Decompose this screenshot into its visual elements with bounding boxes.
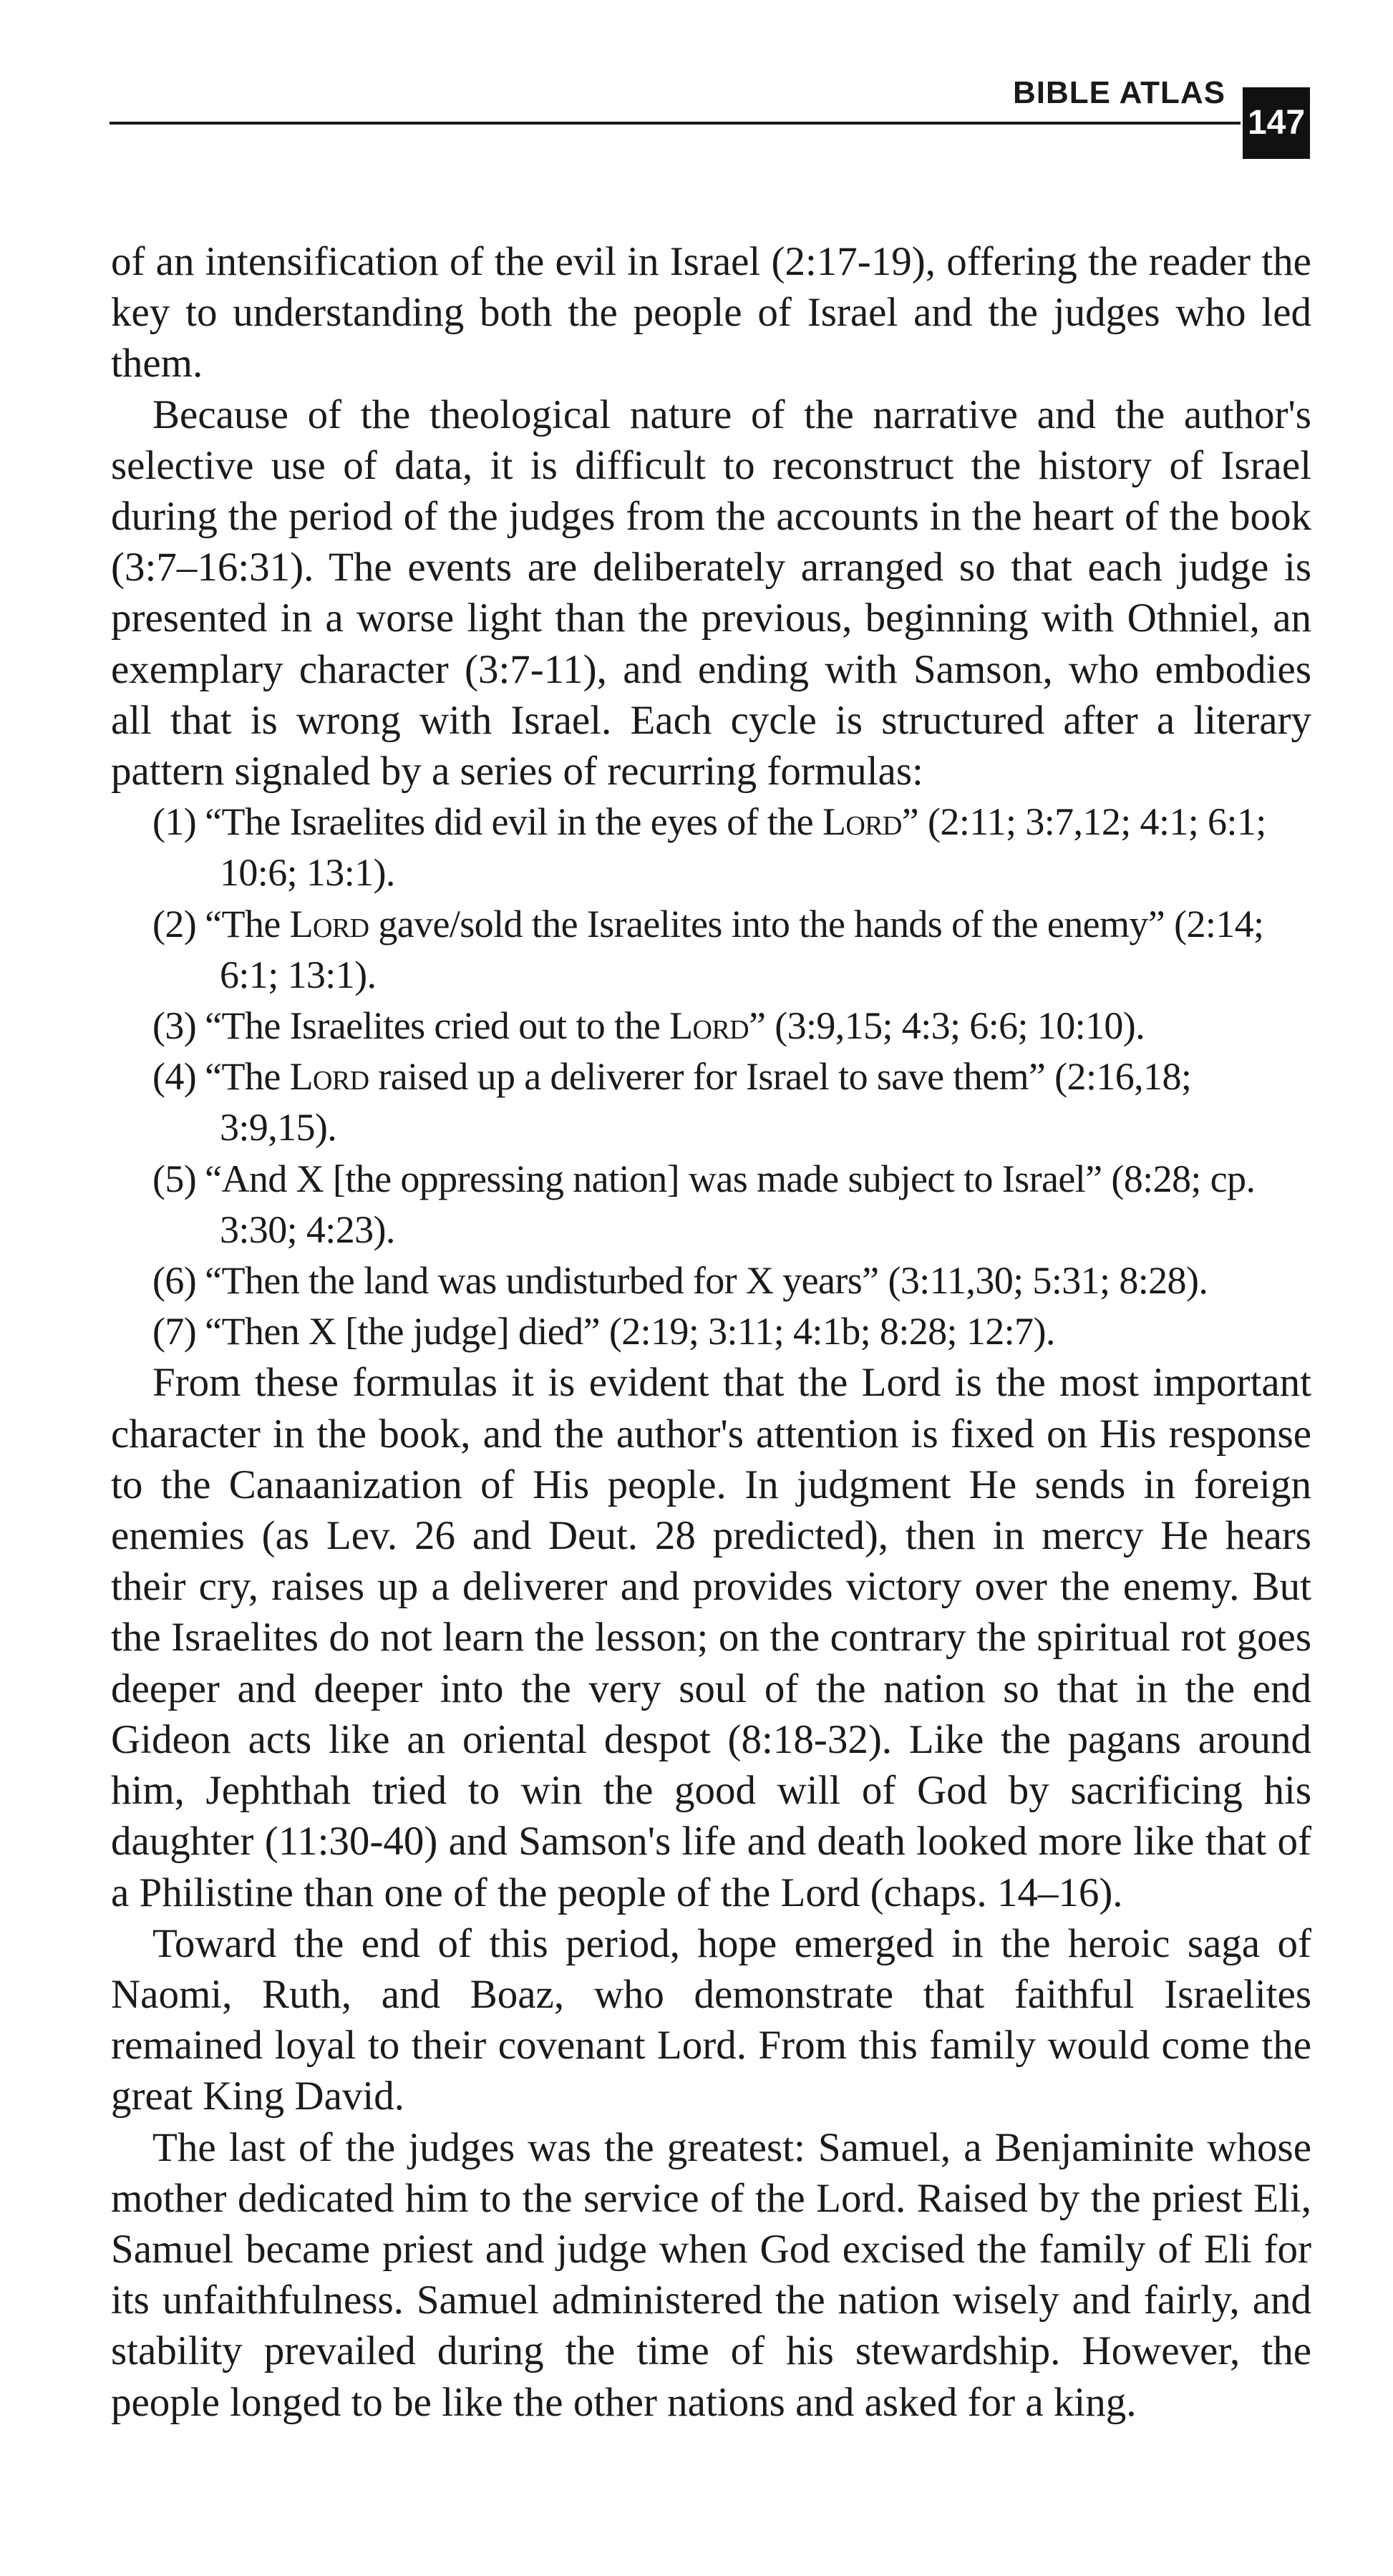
formula-item (111, 1306, 1311, 1357)
formula-number: (2) (152, 902, 197, 946)
formula-number: (3) (152, 1004, 197, 1048)
formula-item (111, 1001, 1311, 1051)
formula-item (111, 797, 1311, 898)
paragraph-samuel: The last of the judges was the greatest: Samuel, a Benjaminite whose mother dedicated him to the service of the Lord. Raised by the priest Eli, Samuel became priest and judge when God excised the family of Eli for its unfaithfulness. Samuel administered the nation wisely and fairly, and stability prevailed during the time of his stewardship. However, the people longed to be like the other nations and asked for a king. (111, 2124, 1311, 2425)
page-number-badge (1243, 87, 1310, 159)
recurring-formulas-list (111, 797, 1311, 1357)
formula-number: (7) (152, 1310, 197, 1353)
running-title: BIBLE ATLAS (1013, 75, 1225, 110)
formula-text: “And X [the oppressing nation] was made subject to Israel” (8:28; cp. 3:30; 4:23). (205, 1157, 1256, 1251)
formula-divine-name: Lord (289, 902, 369, 946)
formula-text: ” (2:11; 3:7,12; 4:1; 6:1; 10:6; 13:1). (220, 800, 1266, 895)
formula-number: (1) (152, 800, 197, 844)
formula-text: “The (205, 902, 290, 946)
formula-number: (4) (152, 1055, 197, 1099)
formula-text: “Then X [the judge] died” (2:19; 3:11; 4:1b; 8:28; 12:7). (205, 1310, 1055, 1353)
formula-text: “The (205, 1055, 290, 1099)
formula-number: (5) (152, 1157, 197, 1200)
formula-text: ” (3:9,15; 4:3; 6:6; 10:10). (748, 1004, 1145, 1048)
paragraph-continuation: of an intensification of the evil in Israel (2:17-19), offering the reader the key to understanding both the people of Israel and the judges who led them. (111, 239, 1311, 387)
formula-item (111, 1154, 1311, 1255)
formula-number: (6) (152, 1259, 197, 1303)
page-body (111, 236, 1311, 2428)
formula-text: “The Israelites cried out to the (205, 1004, 670, 1048)
formula-text: raised up a deliverer for Israel to save them” (2:16,18; 3:9,15). (220, 1055, 1192, 1150)
formula-text: “The Israelites did evil in the eyes of the (205, 800, 822, 844)
running-header (110, 72, 1310, 157)
formula-item (111, 1255, 1311, 1306)
paragraph-formulas-meaning: From these formulas it is evident that the Lord is the most important character in the book, and the author's attention is fixed on His response to the Canaanization of His people. In judgment He sends in foreign enemies (as Lev. 26 and Deut. 28 predicted), then in mercy He hears their cry, raises up a deliverer and provides victory over the enemy. But the Israelites do not learn the lesson; on the contrary the spiritual rot goes deeper and deeper into the very soul of the nation so that in the end Gideon acts like an oriental despot (8:18-32). Like the pagans around him, Jephthah tried to win the good will of God by sacrificing his daughter (11:30-40) and Samson's life and death looked more like that of a Philistine than one of the people of the Lord (chaps. 14–16). (111, 1360, 1311, 1915)
paragraph-narrative-structure: Because of the theological nature of the narrative and the author's selective use of data, it is difficult to reconstruct the history of Israel during the period of the judges from the accounts in the heart of the book (3:7–16:31). The events are deliberately arranged so that each judge is presented in a worse light than the previous, beginning with Othniel, an exemplary character (3:7-11), and ending with Samson, who embodies all that is wrong with Israel. Each cycle is structured after a literary pattern signaled by a series of recurring formulas: (111, 392, 1311, 794)
paragraph-ruth-saga: Toward the end of this period, hope emerged in the heroic saga of Naomi, Ruth, and Boaz, who demonstrate that faithful Israelites remained loyal to their covenant Lord. From this family would come the great King David. (111, 1920, 1311, 2119)
page-number: 147 (1247, 104, 1306, 142)
header-rule (110, 122, 1241, 125)
formula-text: “Then the land was undisturbed for X years” (3:11,30; 5:31; 8:28). (205, 1259, 1208, 1303)
formula-text: gave/sold the Israelites into the hands of the enemy” (2:14; 6:1; 13:1). (220, 902, 1264, 996)
formula-divine-name: Lord (669, 1004, 749, 1048)
formula-divine-name: Lord (289, 1055, 369, 1099)
formula-divine-name: Lord (822, 800, 902, 844)
formula-item (111, 899, 1311, 1001)
formula-item (111, 1051, 1311, 1153)
